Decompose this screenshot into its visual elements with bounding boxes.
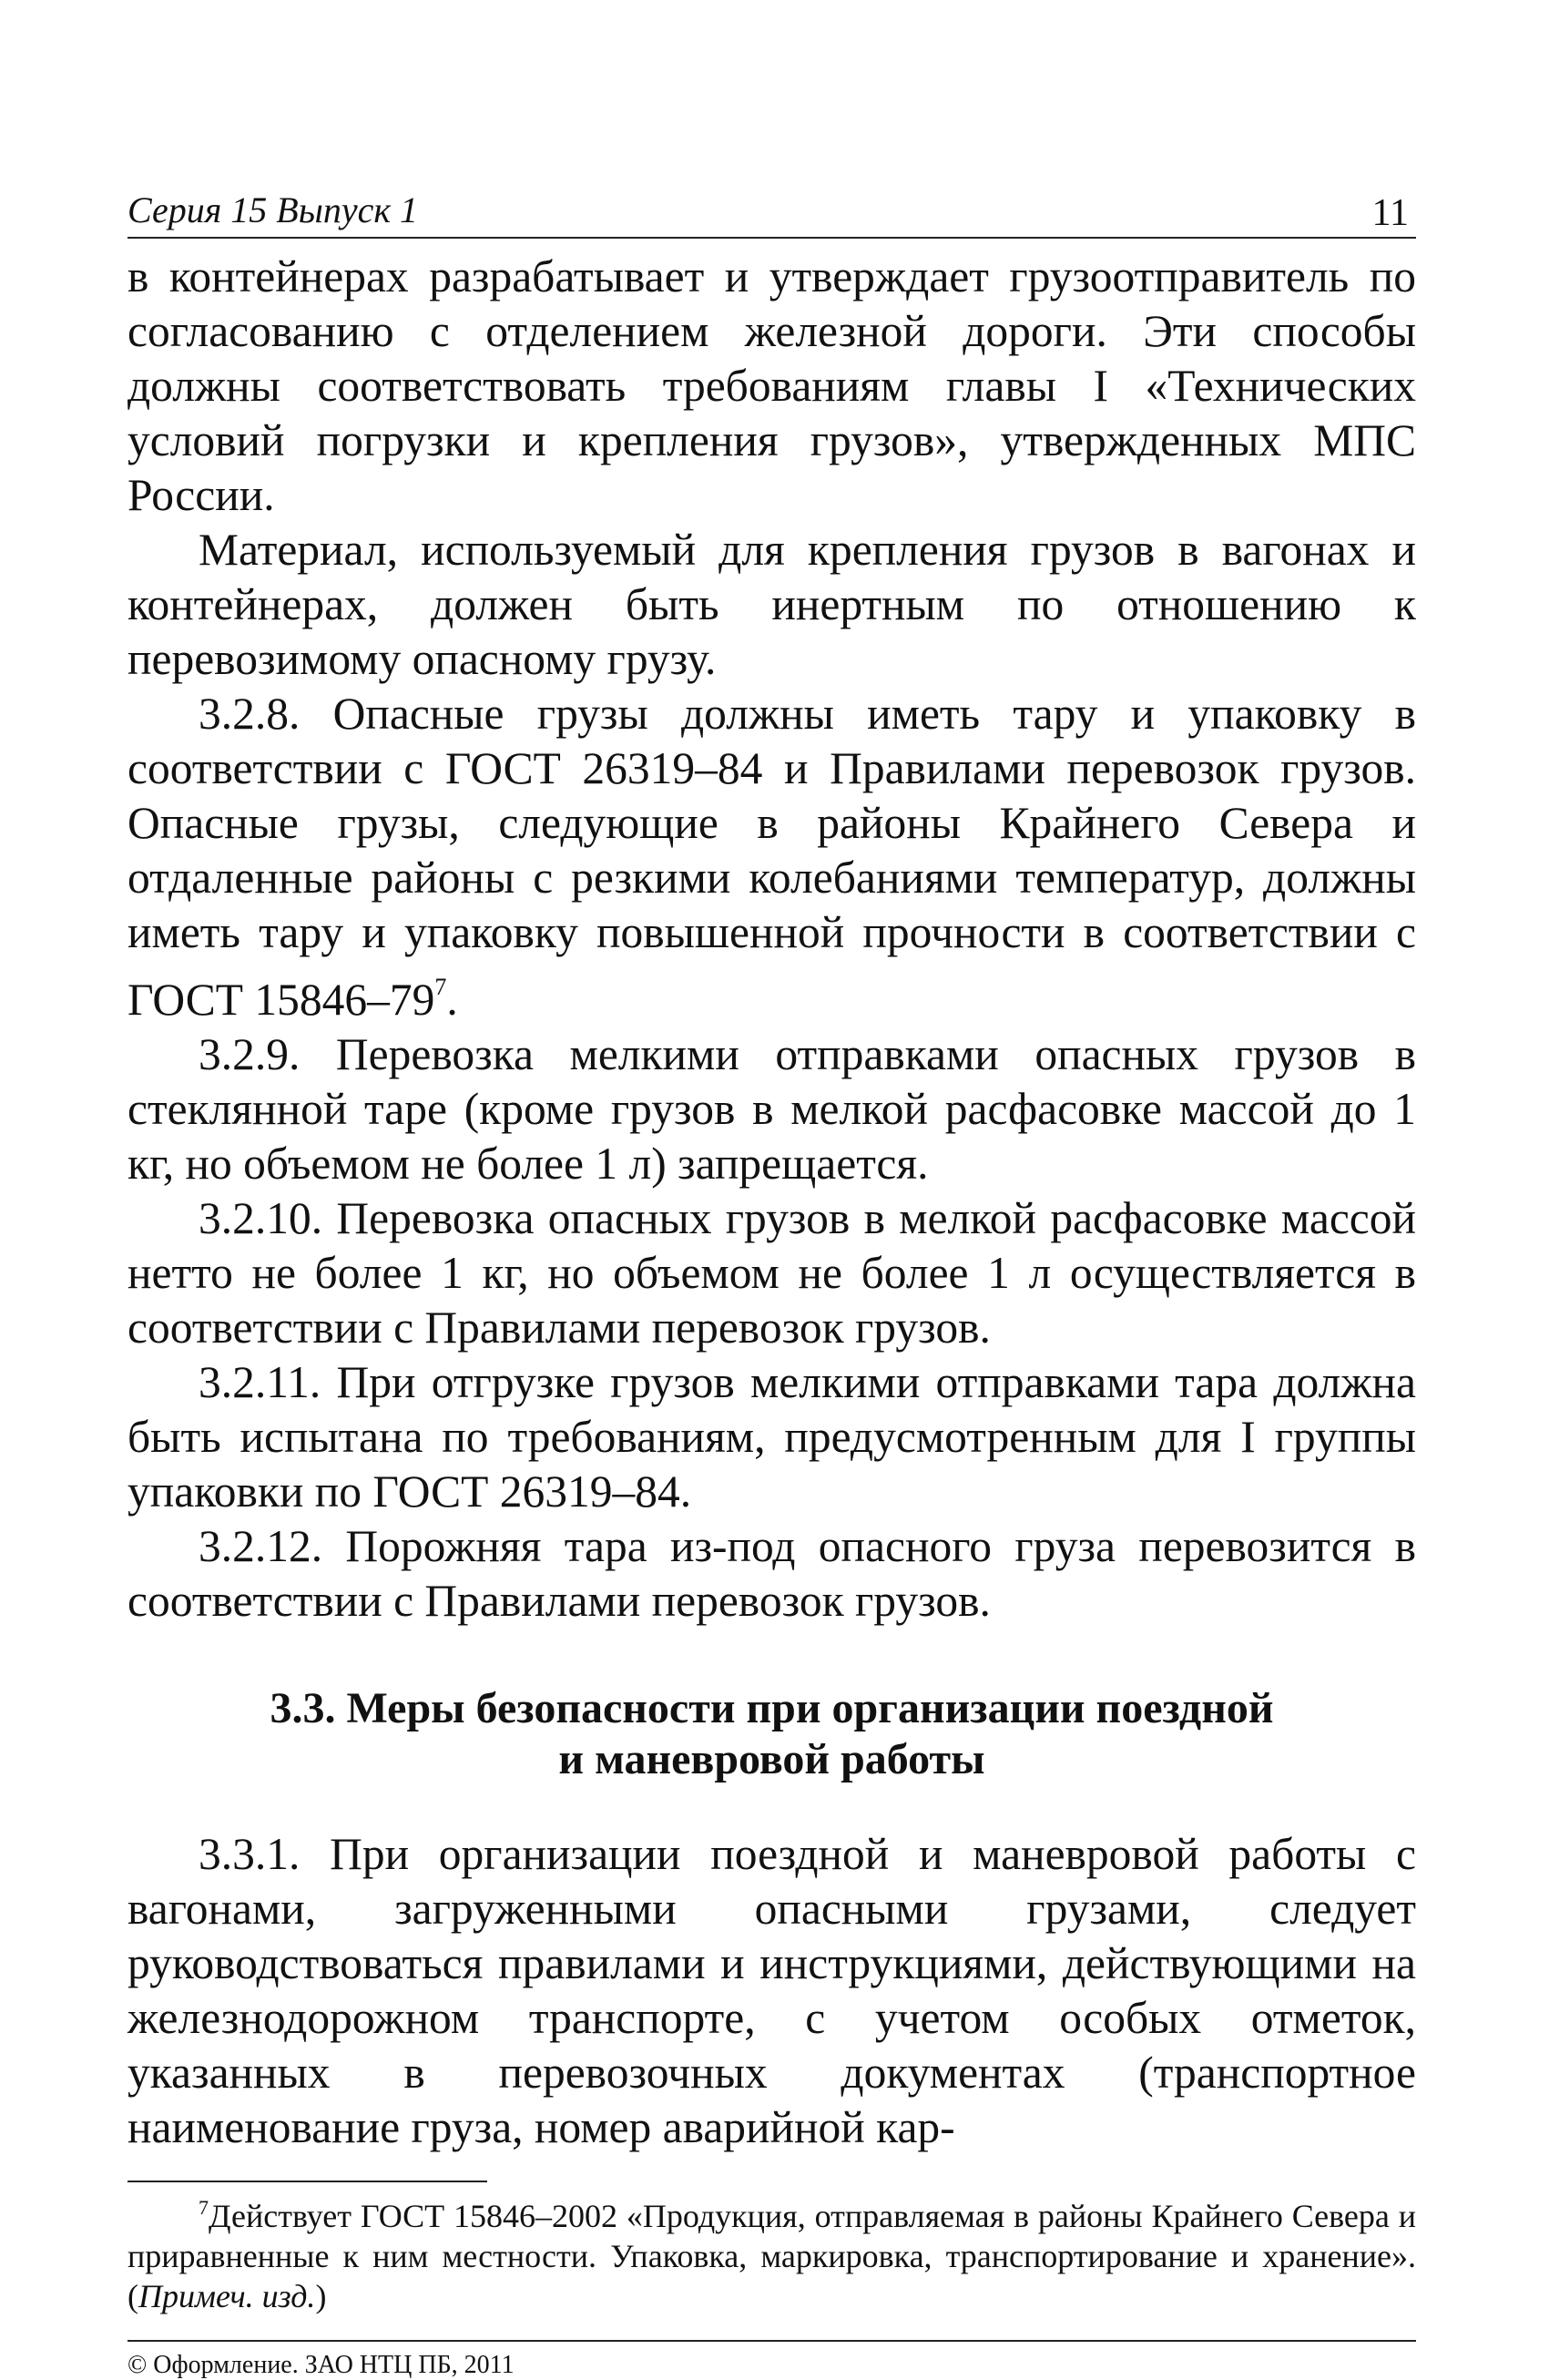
footnote-close: ) bbox=[315, 2278, 327, 2314]
paragraph-3-3-1: 3.3.1. При организации поездной и маневровой работы с вагонами, загруженными опасными грузами, следует руководствоваться правилами и инструкциями, действующими на железнодорожном транспорте, с учетом особых отметок, указанных в перевозочных документах (транспортное наименование груза, номер аварийной кар- bbox=[127, 1829, 1416, 2152]
body-text bbox=[127, 250, 1416, 2155]
section-heading-line-1: 3.3. Меры безопасности при организации поездной bbox=[270, 1684, 1274, 1732]
footnote-reference: 7 bbox=[434, 974, 447, 1000]
footnote-text: Действует ГОСТ 15846–2002 «Продукция, отправляемая в районы Крайнего Севера и приравненные к ним местности. Упаковка, маркировка, транспортирование и хранение». ( bbox=[127, 2198, 1416, 2314]
footnote-mark: 7 bbox=[199, 2196, 209, 2219]
bottom-divider bbox=[127, 2340, 1416, 2342]
paragraph: Материал, используемый для крепления грузов в вагонах и контейнерах, должен быть инертным по отношению к перевозимому опасному грузу. bbox=[127, 525, 1416, 684]
document-page bbox=[127, 182, 1416, 2380]
paragraph-3-2-9: 3.2.9. Перевозка мелкими отправками опасных грузов в стеклянной таре (кроме грузов в мелкой расфасовке массой до 1 кг, но объемом не более 1 л) запрещается. bbox=[127, 1029, 1416, 1189]
series-title: Серия 15 Выпуск 1 bbox=[127, 189, 419, 230]
page-number: 11 bbox=[1371, 192, 1409, 234]
paragraph: в контейнерах разрабатывает и утверждает грузоотправитель по согласованию с отделением железной дороги. Эти способы должны соответствовать требованиям главы I «Технических условий погрузки и крепления грузов», утвержденных МПС России. bbox=[127, 251, 1416, 520]
page-header bbox=[127, 182, 1416, 239]
footnote-divider bbox=[127, 2181, 487, 2182]
paragraph-3-2-12: 3.2.12. Порожняя тара из-под опасного груза перевозится в соответствии с Правилами перевозок грузов. bbox=[127, 1521, 1416, 1626]
paragraph-end: . bbox=[446, 975, 458, 1025]
paragraph-3-2-10: 3.2.10. Перевозка опасных грузов в мелкой расфасовке массой нетто не более 1 кг, но объемом не более 1 л осуществляется в соответствии с Правилами перевозок грузов. bbox=[127, 1193, 1416, 1353]
footnote-editor-note: Примеч. изд. bbox=[138, 2278, 316, 2314]
footnote bbox=[127, 2188, 1416, 2316]
paragraph-text: 3.2.8. Опасные грузы должны иметь тару и упаковку в соответствии с ГОСТ 26319–84 и Правилами перевозок грузов. Опасные грузы, следующие в районы Крайнего Севера и отдаленные районы с резкими колебаниями температур, должны иметь тару и упаковку повышенной прочности в соответствии с ГОСТ 15846–79 bbox=[127, 689, 1416, 1025]
copyright-notice: © Оформление. ЗАО НТЦ ПБ, 2011 bbox=[127, 2351, 515, 2379]
paragraph-3-2-8 bbox=[127, 687, 1416, 1027]
section-heading-line-2: и маневровой работы bbox=[558, 1735, 985, 1783]
section-heading bbox=[127, 1683, 1416, 1785]
paragraph-3-2-11: 3.2.11. При отгрузке грузов мелкими отправками тара должна быть испытана по требованиям, предусмотренным для I группы упаковки по ГОСТ 26319–84. bbox=[127, 1357, 1416, 1517]
